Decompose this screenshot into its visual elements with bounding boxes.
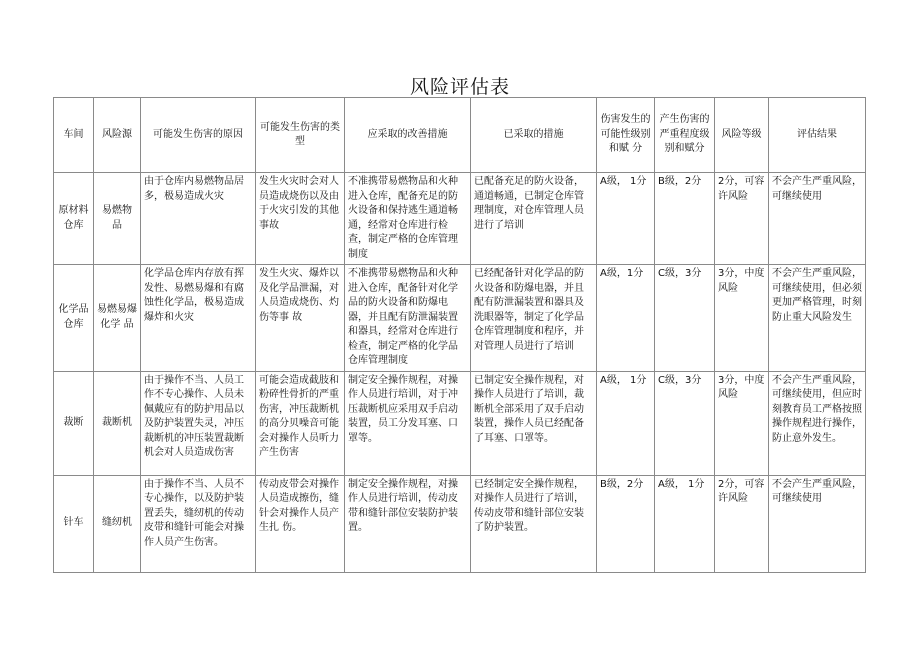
cell-result: 不会产生严重风险，可继续使用 — [769, 173, 866, 265]
cell-cause: 由于操作不当、人员工作不专心操作、人员未佩戴应有的防护用品以及防护装置失灵，冲压裁断机的冲压装置裁断机会对人员造成伤害 — [141, 371, 256, 475]
header-possibility: 伤害发生的可能性级别和赋 分 — [597, 98, 655, 173]
cell-measures-taken: 已配备充足的防火设备，通道畅通，已制定仓库管理制度，对仓库管理人员进行了培训 — [471, 173, 597, 265]
cell-possibility: B级，2分 — [597, 475, 655, 572]
cell-injury-type: 发生火灾时会对人员造成烧伤以及由于火灾引发的其他事故 — [256, 173, 345, 265]
cell-risk-source: 缝纫机 — [94, 475, 141, 572]
cell-result: 不会产生严重风险，可继续使用 — [769, 475, 866, 572]
header-result: 评估结果 — [769, 98, 866, 173]
header-workshop: 车间 — [54, 98, 94, 173]
header-risk-level: 风险等级 — [715, 98, 769, 173]
risk-assessment-table — [53, 97, 866, 573]
cell-risk-source: 易燃易爆化学 品 — [94, 265, 141, 372]
cell-severity: A级， 1分 — [655, 475, 715, 572]
table-row — [54, 265, 866, 372]
header-injury-type: 可能发生伤害的类型 — [256, 98, 345, 173]
cell-cause: 由于操作不当、人员不专心操作，以及防护装置丢失，缝纫机的传动皮带和缝针可能会对操作人员产生伤害。 — [141, 475, 256, 572]
cell-possibility: A级，1分 — [597, 265, 655, 372]
cell-injury-type: 发生火灾、爆炸以及化学品泄漏，对人员造成烧伤、灼伤等事 故 — [256, 265, 345, 372]
header-improvement-measures: 应采取的改善措施 — [345, 98, 471, 173]
cell-result: 不会产生严重风险，可继续使用，但应时刻教育员工严格按照操作规程进行操作，防止意外发生。 — [769, 371, 866, 475]
cell-measures-taken: 已经配备针对化学品的防火设备和防爆电器，并且配有防泄漏装置和器具及洗眼器等，制定了化学品仓库管理制度和程序，并对管理人员进行了培训 — [471, 265, 597, 372]
cell-risk-level: 2分，可容许风险 — [715, 173, 769, 265]
cell-possibility: A级， 1分 — [597, 173, 655, 265]
cell-improvement-measures: 不准携带易燃物品和火种进入仓库，配备针对化学品的防火设备和防爆电器，并且配有防泄漏装置和器具，经常对仓库进行检查，制定严格的化学品仓库管理制度 — [345, 265, 471, 372]
cell-workshop: 针车 — [54, 475, 94, 572]
page-title: 风险评估表 — [409, 76, 510, 98]
cell-improvement-measures: 不准携带易燃物品和火种进入仓库，配备充足的防火设备和保持逃生通道畅通，经常对仓库进行检查，制定严格的仓库管理制度 — [345, 173, 471, 265]
cell-injury-type: 可能会造成截肢和粉碎性骨折的严重伤害，冲压裁断机的高分贝噪音可能会对操作人员听力产生伤害 — [256, 371, 345, 475]
cell-risk-level: 2分，可容许风险 — [715, 475, 769, 572]
cell-possibility: A级， 1分 — [597, 371, 655, 475]
cell-risk-source: 裁断机 — [94, 371, 141, 475]
cell-measures-taken: 已经制定安全操作规程，对操作人员进行了培训，传动皮带和缝针部位安装了防护装置。 — [471, 475, 597, 572]
cell-severity: C级，3分 — [655, 265, 715, 372]
table-row — [54, 173, 866, 265]
cell-risk-level: 3分，中度风险 — [715, 265, 769, 372]
header-measures-taken: 已采取的措施 — [471, 98, 597, 173]
cell-risk-source: 易燃物 品 — [94, 173, 141, 265]
cell-improvement-measures: 制定安全操作规程，对操作人员进行培训，对于冲压裁断机应采用双手启动装置，员工分发耳塞、口罩等。 — [345, 371, 471, 475]
cell-workshop: 原材料仓库 — [54, 173, 94, 265]
cell-severity: B级，2分 — [655, 173, 715, 265]
cell-workshop: 化学品仓库 — [54, 265, 94, 372]
header-cause: 可能发生伤害的原因 — [141, 98, 256, 173]
table-row — [54, 371, 866, 475]
header-risk-source: 风险源 — [94, 98, 141, 173]
cell-result: 不会产生严重风险，可继续使用，但必须更加严格管理，时刻防止重大风险发生 — [769, 265, 866, 372]
cell-cause: 化学品仓库内存放有挥发性、易燃易爆和有腐蚀性化学品，极易造成爆炸和火灾 — [141, 265, 256, 372]
header-row — [54, 98, 866, 173]
cell-severity: C级，3分 — [655, 371, 715, 475]
cell-improvement-measures: 制定安全操作规程，对操作人员进行培训，传动皮带和缝针部位安装防护装置。 — [345, 475, 471, 572]
cell-risk-level: 3分，中度风险 — [715, 371, 769, 475]
header-severity: 产生伤害的严重程度级别和赋分 — [655, 98, 715, 173]
cell-cause: 由于仓库内易燃物品居多，极易造成火灾 — [141, 173, 256, 265]
cell-measures-taken: 已制定安全操作规程，对操作人员进行了培训，裁断机全部采用了双手启动装置，操作人员已经配备了耳塞、口罩等。 — [471, 371, 597, 475]
cell-injury-type: 传动皮带会对操作人员造成擦伤，缝针会对操作人员产生扎 伤。 — [256, 475, 345, 572]
table-row — [54, 475, 866, 572]
cell-workshop: 裁断 — [54, 371, 94, 475]
